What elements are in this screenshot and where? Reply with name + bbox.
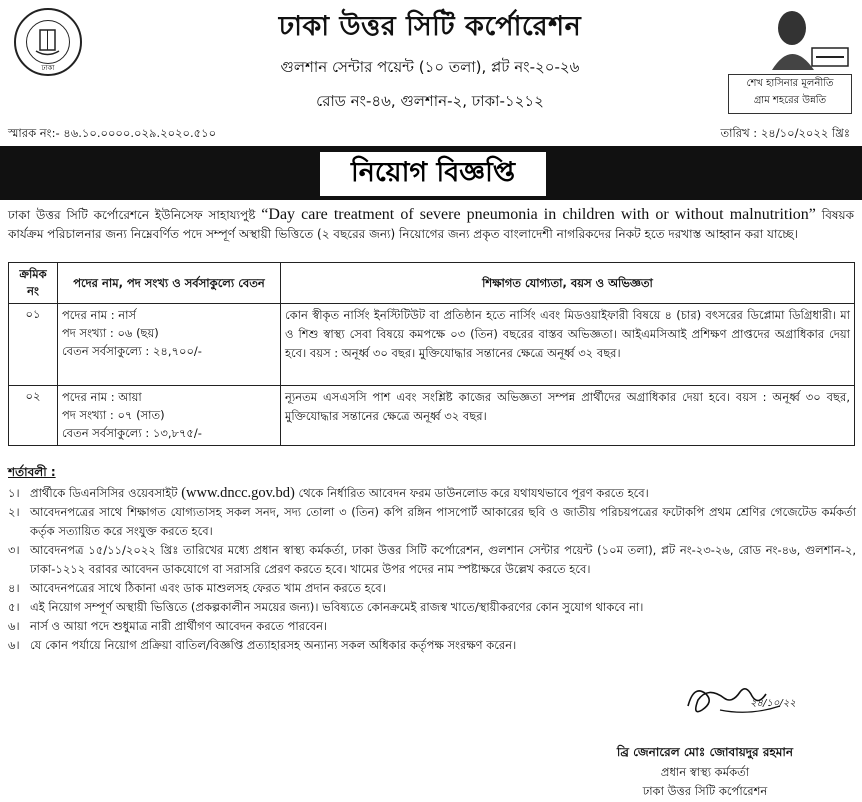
project-name: “Day care treatment of severe pneumonia in children with or without malnutrition” xyxy=(261,206,816,223)
signatory-name: ব্রি জেনারেল মোঃ জোবায়দুর রহমান xyxy=(616,745,794,759)
portrait-logo xyxy=(762,8,850,70)
intro-part-2: বিষয়ক কার্যক্রম পরিচালনার জন্য নিম্নেবর্ণিত পদে সম্পূর্ণ অস্থায়ী ভিত্তিতে (২ বছরের জন্য) নিয়োগের জন্য প্রকৃত বাংলাদেশী নাগরিকদের নিকট হতে দরখাস্ত আহ্বান করা যাচ্ছে। xyxy=(8,208,854,241)
term-item xyxy=(8,484,856,503)
terms-list xyxy=(8,484,856,655)
row-qualification: কোন স্বীকৃত নার্সিং ইনস্টিটিউট বা প্রতিষ্ঠান হতে নার্সিং এবং মিডওয়াইফারী বিষয়ে ৪ (চার) বৎসরের ডিপ্লোমা ডিগ্রিধারী। মা ও শিশু স্বাস্থ্য সেবা বিষয়ে কমপক্ষে ০৩ (তিন) বছরের বাস্তব অভিজ্ঞতা। আইএমসিআই প্রশিক্ষণ প্রাপ্তদের অগ্রাধিকার দেয়া হবে। বয়স : অনূর্ধ্ব ৩০ বছর। মুক্তিযোদ্ধার সন্তানের ক্ষেত্রে অনূর্ধ্ব ৩২ বছর। xyxy=(281,304,855,386)
term-number: ৪। xyxy=(8,581,20,595)
term-item xyxy=(8,541,856,579)
post-name: পদের নাম : আয়া xyxy=(62,390,142,404)
address-line-2: রোড নং-৪৬, গুলশান-২, ঢাকা-১২১২ xyxy=(316,92,544,110)
post-salary: বেতন সর্বসাকুল্যে : ২৪,৭০০/- xyxy=(62,344,202,358)
term-item xyxy=(8,598,856,617)
address-line-1: গুলশান সেন্টার পয়েন্ট (১০ তলা), প্লট নং-২০-২৬ xyxy=(280,58,580,76)
memo-number: স্মারক নং:- ৪৬.১০.০০০০.০২৯.২০২০.৫১০ xyxy=(8,126,217,140)
post-salary: বেতন সর্বসাকুল্যে : ১৩,৮৭৫/- xyxy=(62,426,202,440)
row-qualification: ন্যূনতম এসএসসি পাশ এবং সংশ্লিষ্ট কাজের অভিজ্ঞতা সম্পন্ন প্রার্থীদের অগ্রাধিকার দেয়া হবে। বয়স : অনূর্ধ্ব ৩০ বছর, মুক্তিযোদ্ধার সন্তানের ক্ষেত্রে অনূর্ধ্ব ৩২ বছর। xyxy=(281,386,855,446)
header-serial: ক্রমিক নং xyxy=(9,263,58,304)
row-post-cell xyxy=(58,304,281,386)
term-item xyxy=(8,617,856,636)
term-item xyxy=(8,636,856,655)
term-text: আবেদনপত্র ১৫/১১/২০২২ খ্রিঃ তারিখের মধ্যে প্রধান স্বাস্থ্য কর্মকর্তা, ঢাকা উত্তর সিটি কর্পোরেশন, গুলশান সেন্টার পয়েন্ট (১০ম তলা), প্লট নং-২৩-২৬, রোড নং-৪৬, গুলশান-২, ঢাকা-১২১২ বরাবর আবেদন ডাকযোগে বা সরাসরি প্রেরণ করতে হবে। খামের উপর পদের নাম স্পষ্টাক্ষরে উল্লেখ করতে হবে। xyxy=(30,543,856,576)
term-text: প্রার্থীকে ডিএনসিসির ওয়েবসাইট xyxy=(30,486,182,500)
website-link[interactable]: (www.dncc.gov.bd) xyxy=(181,485,295,501)
post-name: পদের নাম : নার্স xyxy=(62,308,137,322)
seal-label: ঢাকা xyxy=(41,64,55,72)
row-serial: ০২ xyxy=(9,386,58,446)
row-serial: ০১ xyxy=(9,304,58,386)
header-qualification: শিক্ষাগত যোগ্যতা, বয়স ও অভিজ্ঞতা xyxy=(281,263,855,304)
notice-date: তারিখ : ২৪/১০/২০২২ খ্রিঃ xyxy=(720,126,850,140)
post-count: পদ সংখ্যা : ০৬ (ছয়) xyxy=(62,326,159,340)
term-text: আবেদনপত্রের সাথে ঠিকানা এবং ডাক মাশুলসহ ফেরত খাম প্রদান করতে হবে। xyxy=(30,581,386,595)
intro-part-1: ঢাকা উত্তর সিটি কর্পোরেশনে ইউনিসেফ সাহায্যপুষ্ট xyxy=(8,208,262,222)
table-header-row xyxy=(9,263,855,304)
term-number: ৫। xyxy=(8,600,20,614)
term-number: ৩। xyxy=(8,543,20,557)
term-text: যে কোন পর্যায়ে নিয়োগ প্রক্রিয়া বাতিল/বিজ্ঞপ্তি প্রত্যাহারসহ অন্যান্য সকল অধিকার কর্তৃপক্ষ সংরক্ষণ করেন। xyxy=(30,638,517,652)
org-title: ঢাকা উত্তর সিটি কর্পোরেশন xyxy=(278,11,582,42)
signatory-organization: ঢাকা উত্তর সিটি কর্পোরেশন xyxy=(642,784,768,798)
header-post: পদের নাম, পদ সংখ্য ও সর্বসাকুল্যে বেতন xyxy=(58,263,281,304)
term-text: নার্স ও আয়া পদে শুধুমাত্র নারী প্রার্থীগণ আবেদন করতে পারবেন। xyxy=(30,619,328,633)
term-number: ১। xyxy=(8,486,20,500)
portrait-caption xyxy=(728,74,852,114)
intro-paragraph xyxy=(8,205,854,244)
terms-heading: শর্তাবলী : xyxy=(8,465,56,479)
handwritten-signature xyxy=(680,676,800,726)
term-item xyxy=(8,503,856,541)
term-number: ২। xyxy=(8,505,20,519)
term-number: ৬। xyxy=(8,638,20,652)
notice-title: নিয়োগ বিজ্ঞপ্তি xyxy=(320,152,546,196)
signatory-designation: প্রধান স্বাস্থ্য কর্মকর্তা xyxy=(660,765,750,779)
caption-line-1: শেখ হাসিনার মূলনীতি xyxy=(746,78,834,89)
term-text-cont: থেকে নির্ধারিত আবেদন ফরম ডাউনলোড করে যথাযথভাবে পূরণ করতে হবে। xyxy=(294,486,649,500)
term-number: ৬। xyxy=(8,619,20,633)
term-text: আবেদনপত্রের সাথে শিক্ষাগত যোগ্যতাসহ সকল সনদ, সদ্য তোলা ৩ (তিন) কপি রঙ্গিন পাসপোর্ট আকারের ছবি ও জাতীয় পরিচয়পত্রের ফটোকপি প্রথম শ্রেণির গেজেটেড কর্মকর্তা কর্তৃক সত্যায়িত করে সংযুক্ত করতে হবে। xyxy=(30,505,856,538)
caption-line-2: গ্রাম শহরের উন্নতি xyxy=(753,95,827,106)
posts-table xyxy=(8,262,855,446)
row-post-cell xyxy=(58,386,281,446)
title-banner xyxy=(0,146,862,200)
signature-date: ২৪/১০/২২ xyxy=(750,698,796,709)
post-count: পদ সংখ্যা : ০৭ (সাত) xyxy=(62,408,165,422)
term-text: এই নিয়োগ সম্পূর্ণ অস্থায়ী ভিত্তিতে (প্রকল্পকালীন সময়ের জন্য)। ভবিষ্যতে কোনক্রমেই রাজস্ব খাতে/স্থায়ীকরণের কোন সুযোগ থাকবে না। xyxy=(30,600,644,614)
dncc-seal-logo xyxy=(14,8,82,76)
table-row xyxy=(9,386,855,446)
seal-emblem-icon xyxy=(26,20,70,64)
term-item xyxy=(8,579,856,598)
table-row xyxy=(9,304,855,386)
